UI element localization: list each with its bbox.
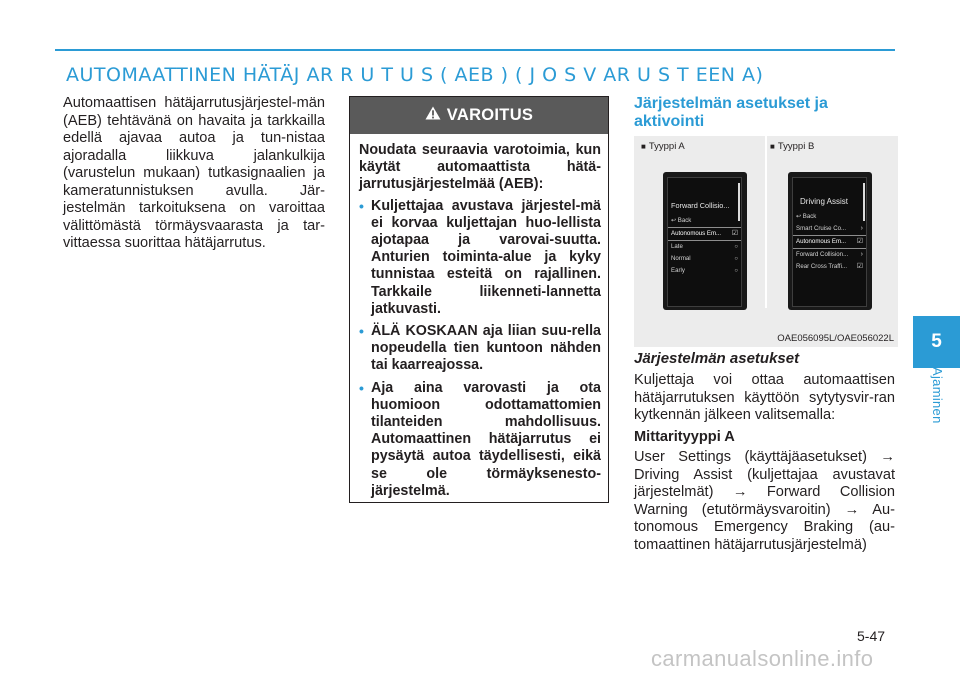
section-title: AUTOMAATTINEN HÄTÄJ AR R U T U S ( AEB ) ( J O S V AR U S T EEN A) [66, 64, 764, 86]
menu-row-label: Normal [671, 255, 691, 262]
intro-paragraph: Automaattisen hätäjarrutusjärjestel-män (AEB) tehtävänä on havaita ja tarkkailla edellä ajavaa autoa ja tun-nistaa ajoradalla liikkuva jalankulkija (varustelun mukaan) tutkasignaalien ja kameratunnistuksen avulla. Jär-jestelmän tarkoituksena on varoittaa välittömästä törmäysvaarasta ja tar-vittaessa suorittaa hätäjarrutus. [63, 95, 325, 251]
screen-title: Forward Collisio... [671, 201, 730, 210]
radio-icon: ○ [734, 268, 738, 274]
top-rule [55, 49, 895, 51]
warning-item [359, 380, 601, 500]
menu-row-label: Smart Cruise Co... [796, 225, 847, 232]
figure-divider [765, 136, 767, 308]
subsection-title: Järjestelmän asetukset ja aktivointi [634, 95, 828, 130]
warning-item-text: Kuljettajaa avustava järjestel-mä ei korvaa kuljettajan huo-lellista ajotapaa ja varovai-suutta. Anturien toiminta-alue ja kyky tunnistaa esteitä on rajallinen. Tarkkaile liikenneti-lannetta jatkuvasti. [371, 197, 601, 317]
menu-row-back [793, 211, 866, 223]
checkbox-icon: ☑ [856, 263, 863, 270]
cluster-screens-figure [634, 136, 898, 347]
chapter-tab [913, 316, 960, 368]
warning-box [349, 96, 609, 503]
warning-list [359, 198, 601, 500]
cluster-type-a-heading: Mittarityyppi A [634, 429, 735, 445]
menu-row-label: Forward Collision... [796, 251, 849, 258]
type-a-label [641, 141, 685, 152]
page-number: 5-47 [857, 628, 886, 644]
warning-triangle-icon [425, 106, 441, 125]
menu-row-label: Rear Cross Traffi... [796, 263, 848, 270]
warning-intro: Noudata seuraavia varotoimia, kun käytät automaattista hätä-jarrutusjärjestelmää (AEB): [359, 142, 601, 193]
radio-icon: ○ [734, 244, 738, 250]
cluster-screen-type-a [663, 172, 747, 310]
warning-item [359, 198, 601, 318]
warning-header [350, 97, 608, 134]
settings-subheading: Järjestelmän asetukset [634, 350, 800, 367]
settings-paragraph: Kuljettaja voi ottaa automaattisen hätäjarrutuksen käyttöön sytytysvir-ran kytkennän jälkeen valitsemalla: [634, 372, 895, 423]
menu-row-smart-cruise [793, 223, 866, 235]
menu-row-label: Late [671, 243, 683, 250]
screen-inner [792, 177, 867, 307]
menu-row-label: Autonomous Em... [796, 238, 847, 245]
screen-title: Driving Assist [800, 197, 849, 206]
menu-row-normal [668, 253, 741, 265]
screen-inner [667, 177, 742, 307]
menu-row-label: Early [671, 267, 685, 274]
radio-icon: ○ [734, 256, 738, 262]
square-marker-icon: ■ [770, 142, 775, 151]
warning-item-text: ÄLÄ KOSKAAN aja liian suu-rella nopeudella tien kuntoon nähden tai kaarreajossa. [371, 323, 601, 374]
menu-row-autonomous [793, 235, 866, 249]
menu-path-paragraph: User Settings (käyttäjäasetukset) → Driving Assist (kuljettajaa avustavat järjestelmät) → Forward Collision Warning (etutörmäysvaroitin) → Au-tonomous Emergency Braking (au-tomaattinen hätäjarrutusjärjestelmä) [634, 449, 895, 553]
menu-row-back [668, 215, 741, 227]
menu-row-rear-cross [793, 261, 866, 273]
square-marker-icon: ■ [641, 142, 646, 151]
type-b-label-text: Tyyppi B [777, 141, 815, 152]
warning-header-label: VAROITUS [446, 106, 534, 124]
chevron-right-icon: › [860, 251, 863, 258]
chapter-number: 5 [931, 331, 942, 352]
menu-row-label: Autonomous Em... [671, 230, 722, 237]
bullet-icon: • [359, 323, 364, 340]
figure-code: OAE056095L/OAE056022L [777, 333, 894, 344]
warning-item-text: Aja aina varovasti ja ota huomioon odottamattomien tilanteiden mahdollisuus. Automaattinen hätäjarrutus ei pysäytä autoa täydellisesti, eikä se ole törmäyksenesto-järjestelmä. [371, 379, 601, 499]
checkbox-icon: ☑ [731, 230, 738, 237]
type-b-label [770, 141, 814, 152]
checkbox-icon: ☑ [856, 238, 863, 245]
menu-row-late [668, 241, 741, 253]
type-a-label-text: Tyyppi A [648, 141, 685, 152]
menu-row-forward-collision [793, 249, 866, 261]
chevron-right-icon: › [860, 225, 863, 232]
menu-row-label: ↩ Back [671, 217, 692, 224]
watermark: carmanualsonline.info [651, 646, 874, 671]
menu-row-label: ↩ Back [796, 213, 817, 220]
cluster-screen-type-b [788, 172, 872, 310]
chapter-label: Ajaminen [930, 367, 945, 424]
menu-row-early [668, 265, 741, 277]
warning-content [350, 134, 608, 500]
bullet-icon: • [359, 379, 364, 396]
warning-item [359, 323, 601, 375]
bullet-icon: • [359, 197, 364, 214]
menu-row-autonomous [668, 227, 741, 241]
